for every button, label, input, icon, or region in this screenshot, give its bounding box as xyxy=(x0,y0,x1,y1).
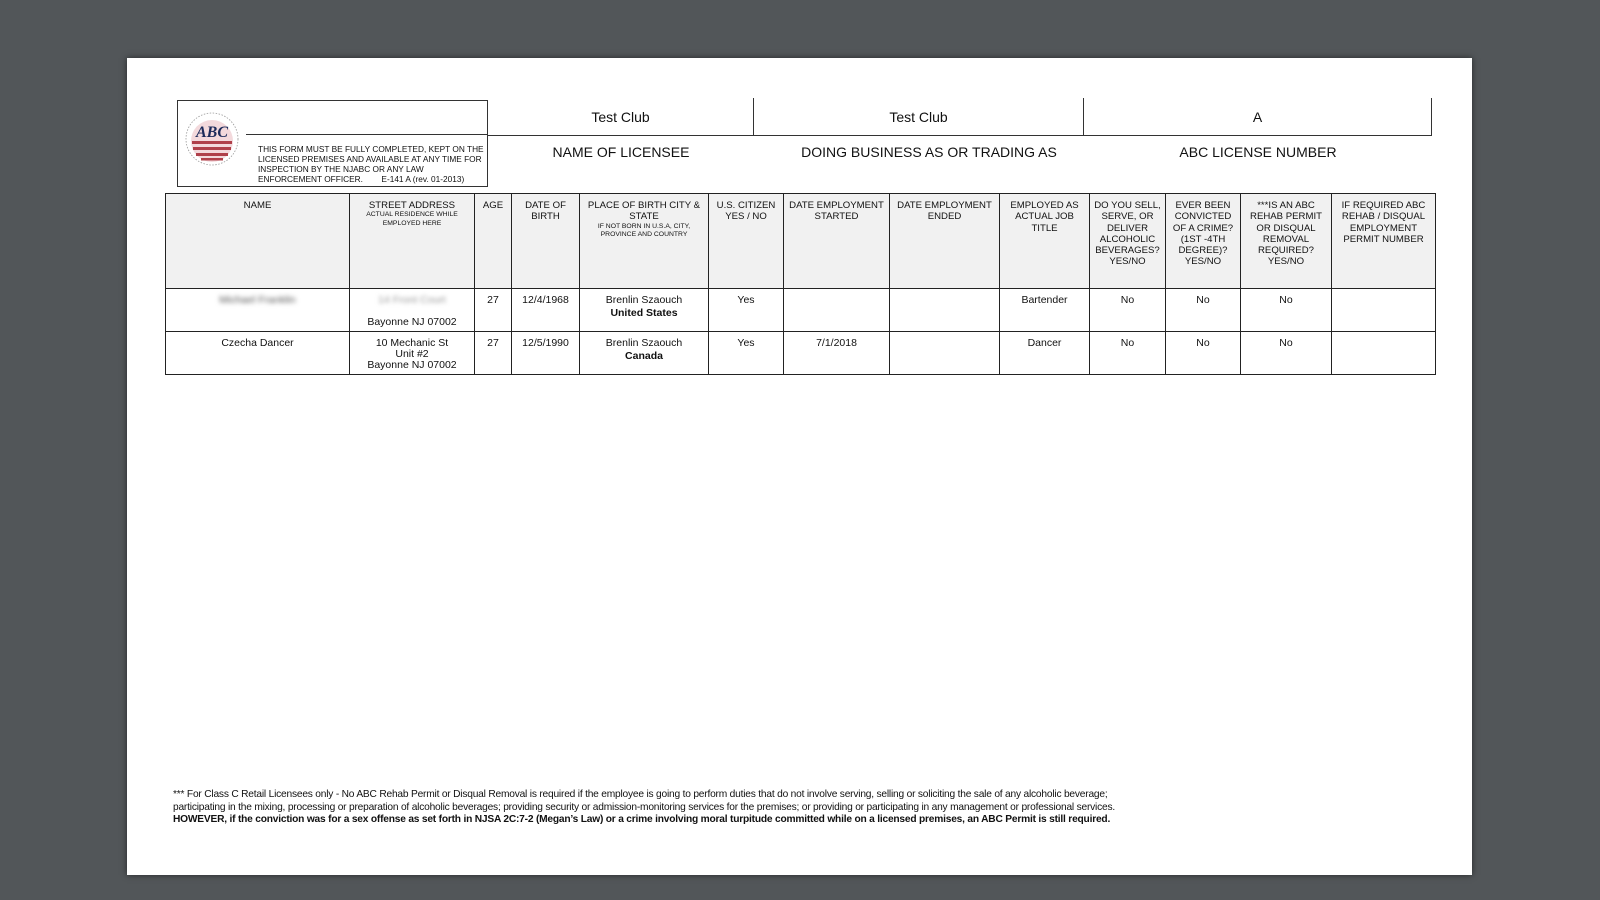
employee-job-title: Bartender xyxy=(1000,289,1090,332)
employee-birthplace: Brenlin Szaouch United States xyxy=(580,289,709,332)
employment-end xyxy=(890,289,1000,332)
column-header-birthplace: PLACE OF BIRTH CITY & STATE IF NOT BORN IN U.S.A, CITY, PROVINCE AND COUNTRY xyxy=(580,194,709,289)
employee-age: 27 xyxy=(475,332,512,375)
licensee-name-value: Test Club xyxy=(488,98,754,136)
employee-sells-alcohol: No xyxy=(1090,332,1166,375)
address-line-2: Unit #2 xyxy=(395,348,429,360)
table-header-row xyxy=(166,194,1436,289)
column-header-start-date: DATE EMPLOYMENT STARTED xyxy=(784,194,890,289)
employment-start xyxy=(784,289,890,332)
table-row xyxy=(166,289,1436,332)
footnote-line-2: participating in the mixing, processing or preparation of alcoholic beverages; providing security or admission-monitoring services for the premises; or providing or participating in any management or professional services. xyxy=(173,801,1116,813)
column-header-name: NAME xyxy=(166,194,350,289)
employee-roster-table xyxy=(165,193,1436,375)
employee-age: 27 xyxy=(475,289,512,332)
employee-name: Michael Franklin xyxy=(166,289,350,332)
column-header-address: STREET ADDRESS ACTUAL RESIDENCE WHILE EMPLOYED HERE xyxy=(350,194,475,289)
abc-seal-logo xyxy=(184,111,240,167)
document-page xyxy=(127,58,1472,875)
notice-text: THIS FORM MUST BE FULLY COMPLETED, KEPT ON THE LICENSED PREMISES AND AVAILABLE AT ANY TIME FOR INSPECTION BY THE NJABC OR ANY LAW ENFORCEMENT OFFICER. xyxy=(258,144,484,184)
employment-start: 7/1/2018 xyxy=(784,332,890,375)
employee-address xyxy=(350,289,475,332)
birth-country: United States xyxy=(610,307,678,319)
column-header-sells-alcohol: DO YOU SELL, SERVE, OR DELIVER ALCOHOLIC BEVERAGES? YES/NO xyxy=(1090,194,1166,289)
employee-sells-alcohol: No xyxy=(1090,289,1166,332)
divider xyxy=(246,134,488,135)
column-header-citizen: U.S. CITIZEN YES / NO xyxy=(709,194,784,289)
address-line-3: Bayonne NJ 07002 xyxy=(367,316,457,328)
column-subheader-birthplace: IF NOT BORN IN U.S.A, CITY, PROVINCE AND COUNTRY xyxy=(597,222,691,239)
employee-convicted: No xyxy=(1166,332,1241,375)
form-notice xyxy=(258,144,486,184)
employee-citizen: Yes xyxy=(709,289,784,332)
employee-birthplace: Brenlin Szaouch Canada xyxy=(580,332,709,375)
employee-citizen: Yes xyxy=(709,332,784,375)
employee-convicted: No xyxy=(1166,289,1241,332)
employee-rehab-required: No xyxy=(1241,289,1332,332)
footnote-line-1: *** For Class C Retail Licensees only - No ABC Rehab Permit or Disqual Removal is required if the employee is going to perform duties that do not involve serving, selling or soliciting the sale of any alcoholic beverage; xyxy=(173,789,1108,800)
address-line-3: Bayonne NJ 07002 xyxy=(367,359,457,371)
column-header-permit-number: IF REQUIRED ABC REHAB / DISQUAL EMPLOYMENT PERMIT NUMBER xyxy=(1332,194,1436,289)
footnote xyxy=(173,789,1443,827)
logo-text: ABC xyxy=(195,124,229,141)
licensee-caption: NAME OF LICENSEE xyxy=(552,144,690,160)
column-subheader-address: ACTUAL RESIDENCE WHILE EMPLOYED HERE xyxy=(366,211,458,227)
column-header-dob: DATE OF BIRTH xyxy=(512,194,580,289)
column-header-convicted: EVER BEEN CONVICTED OF A CRIME? (1ST -4TH DEGREE)? YES/NO xyxy=(1166,194,1241,289)
license-number-value: A xyxy=(1084,98,1432,136)
license-number-caption: ABC LICENSE NUMBER xyxy=(1179,144,1337,160)
dba-caption: DOING BUSINESS AS OR TRADING AS xyxy=(801,144,1057,160)
table-row xyxy=(166,332,1436,375)
address-line-1: 10 Mechanic St xyxy=(375,337,449,349)
employee-permit-number xyxy=(1332,332,1436,375)
form-number: E-141 A (rev. 01-2013) xyxy=(381,174,465,184)
employee-dob: 12/4/1968 xyxy=(512,289,580,332)
employee-address xyxy=(350,332,475,375)
footnote-line-3: HOWEVER, if the conviction was for a sex offense as set forth in NJSA 2C:7-2 (Megan’s Law) or a crime involving moral turpitude committed while on a licensed premises, an ABC Permit is still required. xyxy=(173,814,1111,825)
employee-permit-number xyxy=(1332,289,1436,332)
column-header-age: AGE xyxy=(475,194,512,289)
employee-name: Czecha Dancer xyxy=(166,332,350,375)
column-header-end-date: DATE EMPLOYMENT ENDED xyxy=(890,194,1000,289)
form-header-box xyxy=(177,100,488,187)
employee-job-title: Dancer xyxy=(1000,332,1090,375)
column-header-job-title: EMPLOYED AS ACTUAL JOB TITLE xyxy=(1000,194,1090,289)
employee-rehab-required: No xyxy=(1241,332,1332,375)
dba-name-value: Test Club xyxy=(754,98,1084,136)
address-line-1: 14 Front Court xyxy=(378,294,446,306)
employee-dob: 12/5/1990 xyxy=(512,332,580,375)
employment-end xyxy=(890,332,1000,375)
birth-country: Canada xyxy=(625,350,663,362)
column-header-rehab-required: ***IS AN ABC REHAB PERMIT OR DISQUAL REMOVAL REQUIRED? YES/NO xyxy=(1241,194,1332,289)
